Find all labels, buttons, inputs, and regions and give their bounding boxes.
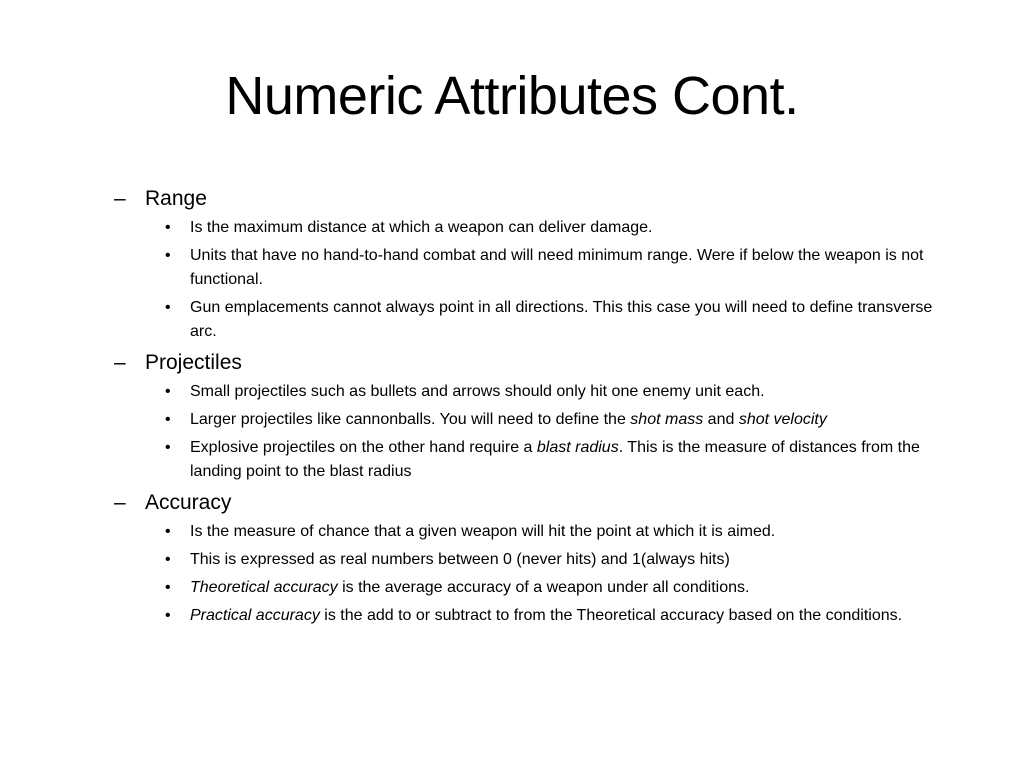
dash-marker: – [114,351,126,374]
bullet-marker: • [165,219,171,236]
bullet-list [112,216,962,344]
section-accuracy [112,488,962,628]
bullet-emphasis: blast radius [536,439,619,456]
bullet-marker: • [165,299,171,316]
bullet-text: Is the maximum distance at which a weapon can deliver damage. [190,219,653,236]
bullet-text: . This is the measure of distances from the landing point to the blast radius [190,439,920,480]
bullet-text: Is the measure of chance that a given weapon will hit the point at which it is aimed. [190,523,776,540]
bullet-text: This is expressed as real numbers between 0 (never hits) and 1(always hits) [190,551,730,568]
bullet-list [112,380,962,484]
bullet-text: Units that have no hand-to-hand combat and will need minimum range. Were if below the weapon is not functional. [190,247,924,288]
bullet-item [112,548,962,572]
section-heading [112,348,962,378]
bullet-item [112,576,962,600]
bullet-text: and [703,411,739,428]
dash-marker: – [114,491,126,514]
bullet-item [112,520,962,544]
slide-content [112,184,962,632]
section-projectiles [112,348,962,484]
bullet-item [112,380,962,404]
slide-title: Numeric Attributes Cont. [225,66,799,126]
bullet-text: Explosive projectiles on the other hand require a [190,439,537,456]
bullet-emphasis: Theoretical accuracy [190,579,338,596]
bullet-marker: • [165,383,171,400]
section-heading-text: Range [145,187,207,210]
bullet-item [112,244,962,292]
bullet-marker: • [165,607,171,624]
bullet-marker: • [165,411,171,428]
bullet-text: Gun emplacements cannot always point in all directions. This this case you will need to define transverse arc. [190,299,933,340]
bullet-marker: • [165,551,171,568]
bullet-text: Small projectiles such as bullets and arrows should only hit one enemy unit each. [190,383,765,400]
bullet-item [112,408,962,432]
dash-marker: – [114,187,126,210]
bullet-emphasis: shot mass [630,411,704,428]
bullet-text: is the add to or subtract to from the Theoretical accuracy based on the conditions. [319,607,903,624]
bullet-item [112,604,962,628]
bullet-item [112,436,962,484]
bullet-marker: • [165,439,171,456]
bullet-marker: • [165,247,171,264]
bullet-emphasis: shot velocity [738,411,827,428]
section-heading [112,488,962,518]
bullet-list [112,520,962,628]
section-heading [112,184,962,214]
bullet-text: Larger projectiles like cannonballs. You will need to define the [190,411,631,428]
bullet-marker: • [165,579,171,596]
bullet-item [112,216,962,240]
bullet-text: is the average accuracy of a weapon under all conditions. [337,579,750,596]
section-range [112,184,962,344]
bullet-marker: • [165,523,171,540]
section-heading-text: Accuracy [145,491,232,514]
bullet-emphasis: Practical accuracy [190,607,320,624]
bullet-item [112,296,962,344]
section-heading-text: Projectiles [145,351,242,374]
